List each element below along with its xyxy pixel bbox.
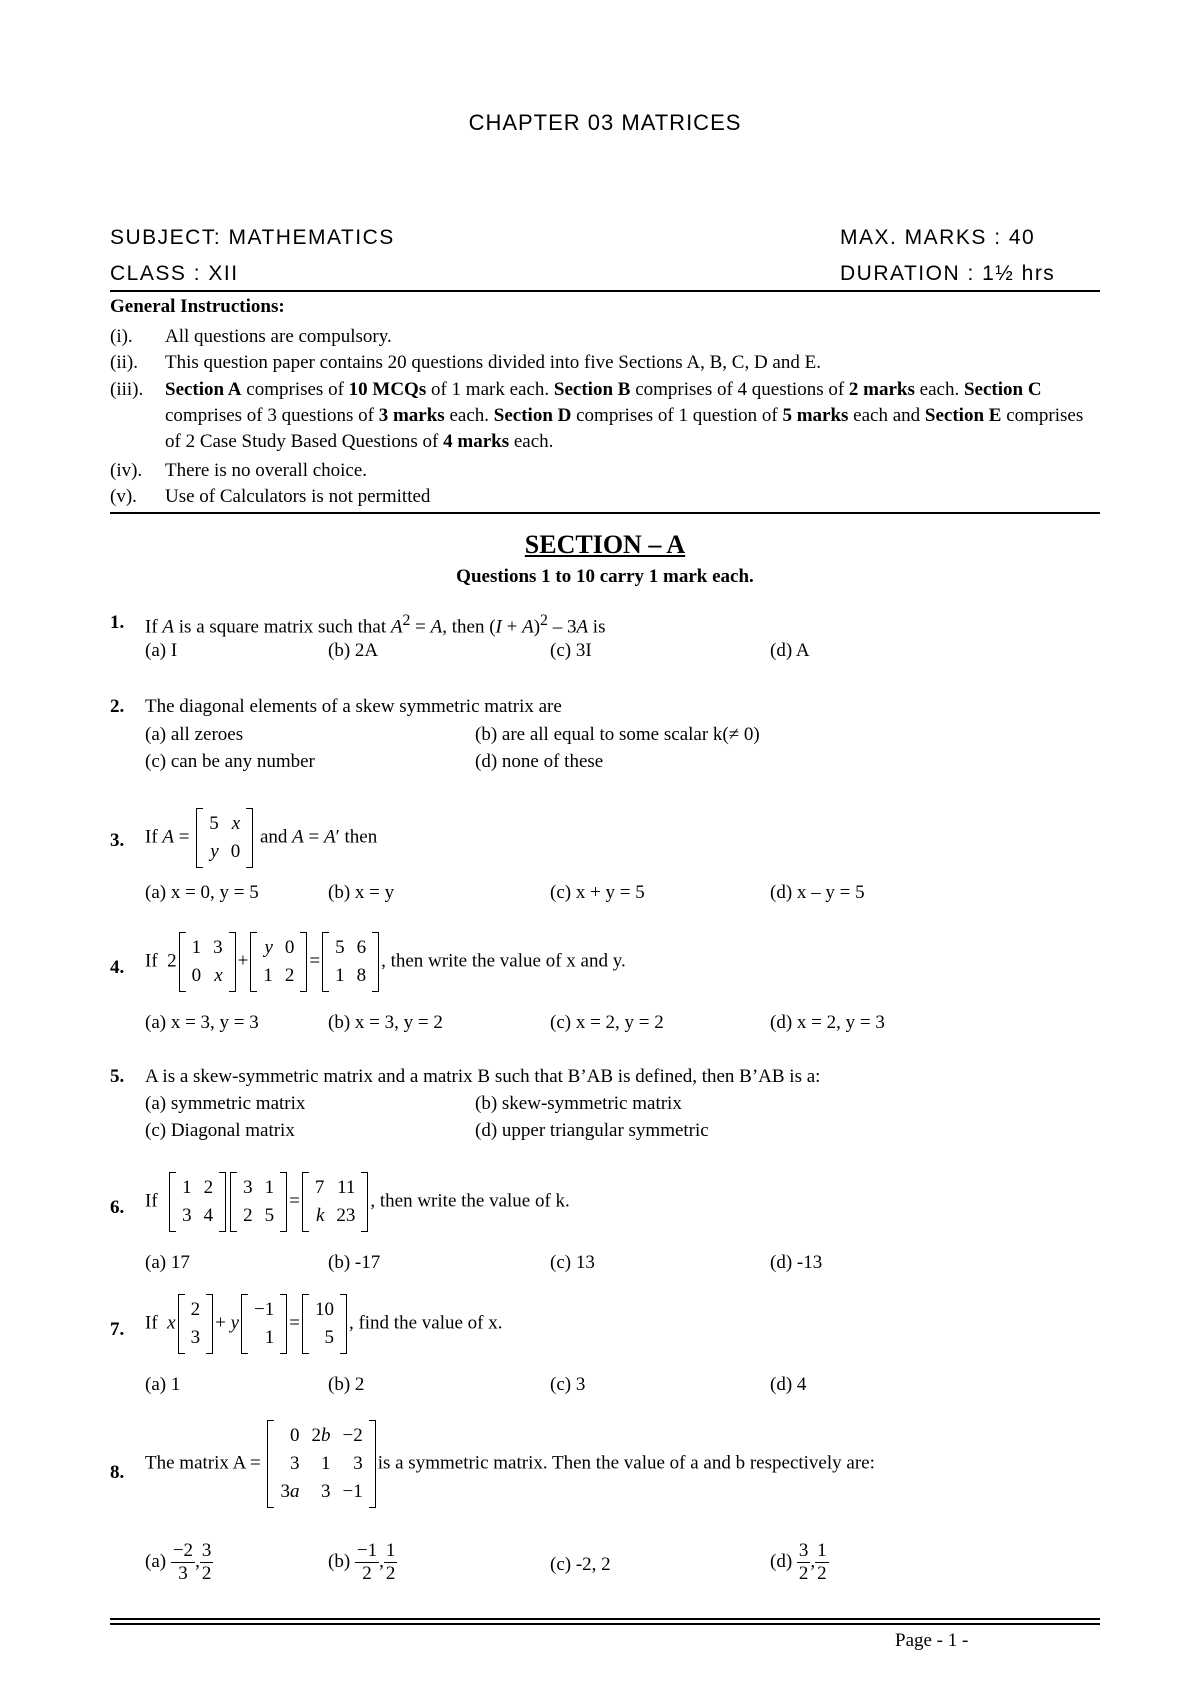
q5-option-c: (c) Diagonal matrix	[145, 1120, 295, 1141]
matrix: 2 3	[178, 1294, 214, 1354]
q2-option-a: (a) all zeroes	[145, 724, 244, 745]
instruction-number: (i).	[110, 326, 133, 347]
question-text: The matrix A = 0 2b −2 3 1 3 3a 3 −1 is a symmetric matrix. Then the value of a and b respectively are:	[145, 1420, 875, 1508]
question-number: 7.	[110, 1319, 125, 1340]
question-text: A is a skew-symmetric matrix and a matrix B such that B’AB is defined, then B’AB is a:	[145, 1066, 821, 1087]
q1-option-a: (a) I	[145, 640, 178, 661]
q2-option-c: (c) can be any number	[145, 751, 315, 772]
q5-option-a: (a) symmetric matrix	[145, 1093, 306, 1114]
exam-page	[110, 0, 1100, 1698]
q5-option-b: (b) skew-symmetric matrix	[475, 1093, 682, 1114]
instructions-divider	[110, 512, 1100, 514]
fraction: $\frac{3}{2}$	[798, 1540, 809, 1584]
question-number: 1.	[110, 612, 125, 633]
fraction: $\frac{3}{2}$	[201, 1540, 212, 1584]
chapter-title: CHAPTER 03 MATRICES	[468, 110, 742, 135]
q2-option-d: (d) none of these	[475, 751, 604, 772]
q7-option-c: (c) 3	[550, 1374, 586, 1395]
instruction-number: (iv).	[110, 460, 143, 481]
general-instructions-title: General Instructions:	[110, 296, 285, 317]
q7-option-d: (d) 4	[770, 1374, 807, 1395]
subject-label: SUBJECT: MATHEMATICS	[110, 226, 395, 249]
matrix: 7 11 k 23	[302, 1172, 369, 1232]
question-text: The diagonal elements of a skew symmetric matrix are	[145, 696, 562, 717]
question-text: If A is a square matrix such that $A^2 = A$, then $(I + A)^2 - 3A$ is	[145, 612, 606, 638]
matrix: y 0 1 2	[250, 932, 307, 992]
question-number: 2.	[110, 696, 125, 717]
q3-option-b: (b) x = y	[328, 882, 395, 903]
class-label: CLASS : XII	[110, 262, 239, 285]
q3-option-a: (a) x = 0, y = 5	[145, 882, 259, 903]
instruction-text: All questions are compulsory.	[165, 326, 392, 347]
q4-option-b: (b) x = 3, y = 2	[328, 1012, 443, 1033]
matrix: 3 1 2 5	[230, 1172, 287, 1232]
fraction: $\frac{-2}{3}$	[172, 1540, 194, 1584]
q6-option-c: (c) 13	[550, 1252, 595, 1273]
q7-option-b: (b) 2	[328, 1374, 365, 1395]
q4-option-d: (d) x = 2, y = 3	[770, 1012, 885, 1033]
fraction: $\frac{1}{2}$	[817, 1540, 827, 1584]
q6-option-b: (b) -17	[328, 1252, 381, 1273]
instruction-number: (v).	[110, 486, 137, 507]
question-text: If A = 5 x y 0 and A = A′ then	[145, 808, 377, 868]
q8-option-b: (b) $\frac{-1}{2}$ , $\frac{1}{2}$	[328, 1540, 396, 1584]
page-number: Page - 1 -	[895, 1630, 969, 1651]
q2-option-b: (b) are all equal to some scalar k(≠ 0)	[475, 724, 760, 745]
q8-option-a: (a) $\frac{-2}{3}$ , $\frac{3}{2}$	[145, 1540, 212, 1584]
question-number: 4.	[110, 957, 125, 978]
q8-option-d: (d) $\frac{3}{2}$ , $\frac{1}{2}$	[770, 1540, 827, 1584]
question-text: If x 2 3 + y −1 1 = 10 5 , find the value of x.	[145, 1294, 502, 1354]
q6-option-d: (d) -13	[770, 1252, 823, 1273]
header-divider	[110, 290, 1100, 292]
matrix: −1 1	[241, 1294, 287, 1354]
instruction-text: Use of Calculators is not permitted	[165, 486, 431, 507]
matrix: 0 2b −2 3 1 3 3a 3 −1	[267, 1420, 375, 1508]
max-marks-label: MAX. MARKS : 40	[840, 226, 1036, 249]
question-text: If 2 1 3 0 x + y 0 1 2 = 5 6 1 8 , then write the value of x and y.	[145, 932, 626, 992]
fraction: $\frac{-1}{2}$	[356, 1540, 378, 1584]
duration-label: DURATION : 1½ hrs	[840, 262, 1056, 285]
instruction-text: This question paper contains 20 questions divided into five Sections A, B, C, D and E.	[165, 352, 821, 373]
section-subtitle: Questions 1 to 10 carry 1 mark each.	[456, 566, 754, 587]
section-title: SECTION – A	[524, 530, 686, 559]
q8-option-c: (c) -2, 2	[550, 1554, 611, 1575]
header-row-1	[110, 226, 1100, 250]
matrix: 1 3 0 x	[179, 932, 236, 992]
q1-option-b: (b) 2A	[328, 640, 379, 661]
q1-option-c: (c) 3I	[550, 640, 592, 661]
q3-option-d: (d) x – y = 5	[770, 882, 865, 903]
q4-option-c: (c) x = 2, y = 2	[550, 1012, 664, 1033]
q6-option-a: (a) 17	[145, 1252, 190, 1273]
footer-divider	[110, 1618, 1100, 1620]
question-text: If 1 2 3 4 3 1 2 5 = 7 11 k 23 , then write the value of k.	[145, 1172, 570, 1232]
q1-option-d: (d) A	[770, 640, 810, 661]
instruction-text: There is no overall choice.	[165, 460, 368, 481]
q4-option-a: (a) x = 3, y = 3	[145, 1012, 259, 1033]
header-row-2	[110, 262, 1100, 286]
matrix: 5 6 1 8	[322, 932, 379, 992]
question-number: 6.	[110, 1197, 125, 1218]
matrix: 1 2 3 4	[169, 1172, 226, 1232]
q7-option-a: (a) 1	[145, 1374, 181, 1395]
fraction: $\frac{1}{2}$	[385, 1540, 396, 1584]
instruction-number: (ii).	[110, 352, 138, 373]
question-number: 8.	[110, 1462, 125, 1483]
q3-option-c: (c) x + y = 5	[550, 882, 645, 903]
question-number: 5.	[110, 1066, 125, 1087]
instruction-number: (iii).	[110, 379, 144, 400]
q5-option-d: (d) upper triangular symmetric	[475, 1120, 709, 1141]
question-number: 3.	[110, 830, 125, 851]
matrix: 10 5	[302, 1294, 347, 1354]
matrix: 5 x y 0	[196, 808, 253, 868]
instruction-text: Section A comprises of 10 MCQs of 1 mark each. Section B comprises of 4 questions of 2 marks each. Section C comprises of 3 questions of 3 marks each. Section D comprises of 1 question of 5 marks each and Section E comprises of 2 Case Study Based Questions of 4 marks each.	[165, 379, 1084, 452]
footer-divider	[110, 1623, 1100, 1625]
